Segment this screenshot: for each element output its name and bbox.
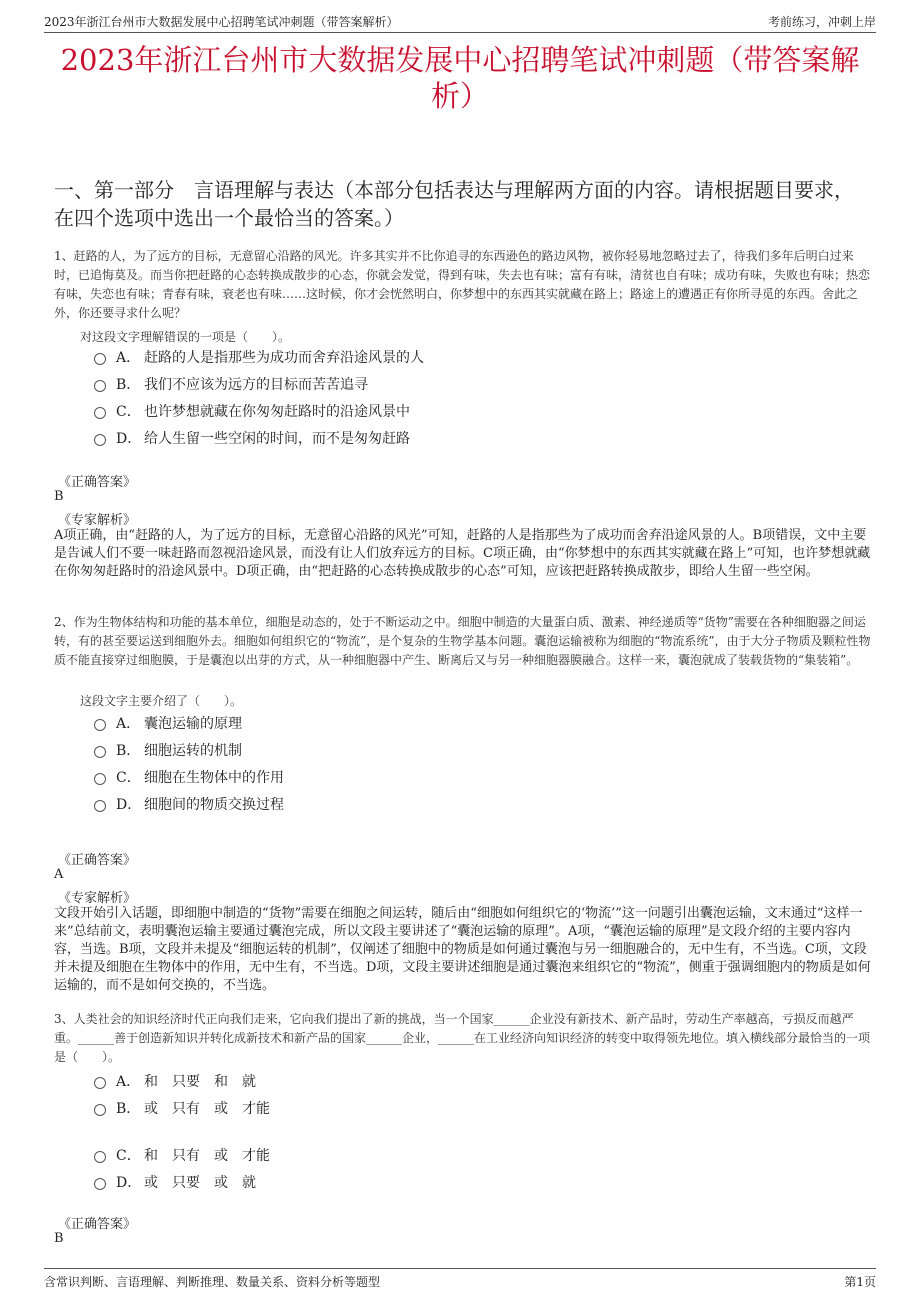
answer-value: A	[54, 867, 64, 882]
question-3-option-c[interactable]	[94, 1145, 270, 1165]
answer-value: B	[54, 489, 64, 504]
radio-icon[interactable]	[94, 380, 106, 392]
option-key: B．	[116, 1101, 141, 1117]
question-2-option-d[interactable]	[94, 794, 284, 814]
radio-icon[interactable]	[94, 434, 106, 446]
option-key: C．	[116, 1148, 141, 1164]
option-key: D．	[116, 1175, 142, 1191]
option-key: A．	[116, 1074, 141, 1090]
radio-icon[interactable]	[94, 353, 106, 365]
section-heading: 一、第一部分 言语理解与表达（本部分包括表达与理解两方面的内容。请根据题目要求，在四个选项中选出一个最恰当的答案。）	[54, 178, 854, 230]
question-2-option-c[interactable]	[94, 767, 284, 787]
question-3-text: 3、人类社会的知识经济时代正向我们走来，它向我们提出了新的挑战，当一个国家______企业没有新技术、新产品时，劳动生产率越高，亏损反而越严重。______善于创造新知识并转化成新技术和新产品的国家______企业，______在工业经济向知识经济的转变中取得领先地位。填入横线部分最恰当的一项是（ ）。	[54, 1012, 871, 1064]
page-title: 2023年浙江台州市大数据发展中心招聘笔试冲刺题（带答案解析）	[60, 43, 860, 113]
answer-value: B	[54, 1231, 64, 1246]
question-2-text: 2、作为生物体结构和功能的基本单位，细胞是动态的，处于不断运动之中。细胞中制造的大量蛋白质、激素、神经递质等“货物”需要在各种细胞器之间运转，有的甚至要运送到细胞外去。细胞如何组织它的“物流”，是个复杂的生物学基本问题。囊泡运输被称为细胞的“物流系统”，由于大分子物质及颗粒性物质不能直接穿过细胞膜，于是囊泡以出芽的方式，从一种细胞器中产生、断离后又与另一种细胞器膜融合。这样一来，囊泡就成了装载货物的“集装箱”。	[54, 615, 871, 667]
radio-icon[interactable]	[94, 1178, 106, 1190]
answer-label: 《正确答案》	[58, 853, 137, 868]
page-number: 第1页	[844, 1275, 876, 1289]
option-key: B．	[116, 743, 141, 759]
question-1-option-c[interactable]	[94, 401, 410, 421]
option-key: C．	[116, 404, 141, 420]
option-text: 给人生留一些空闲的时间，而不是匆匆赶路	[144, 431, 410, 447]
radio-icon[interactable]	[94, 800, 106, 812]
page-footer	[44, 1268, 876, 1291]
question-1-option-b[interactable]	[94, 374, 368, 394]
radio-icon[interactable]	[94, 773, 106, 785]
option-text: 或 只要 或 就	[144, 1175, 256, 1191]
option-key: D．	[116, 797, 142, 813]
question-2-prompt: 这段文字主要介绍了（ ）。	[80, 694, 243, 708]
option-text: 我们不应该为远方的目标而苦苦追寻	[144, 377, 368, 393]
option-text: 囊泡运输的原理	[144, 716, 242, 732]
option-text: 细胞间的物质交换过程	[144, 797, 284, 813]
option-text: 细胞运转的机制	[144, 743, 242, 759]
question-1-text: 1、赶路的人，为了远方的目标，无意留心沿路的风光。许多其实并不比你追寻的东西逊色的路边风物，被你轻易地忽略过去了，待我们多年后明白过来时，已追悔莫及。而当你把赶路的心态转换成散步的心态，你就会发觉，得到有味，失去也有味；富有有味，清贫也自有味；成功有味，失败也有味；热恋有味，失恋也有味；青春有味，衰老也有味……这时候，你才会恍然明白，你梦想中的东西其实就藏在路上；路途上的遭遇正有你所寻觅的东西。舍此之外，你还要寻求什么呢？	[54, 249, 871, 320]
radio-icon[interactable]	[94, 407, 106, 419]
header-doc-title: 2023年浙江台州市大数据发展中心招聘笔试冲刺题（带答案解析）	[44, 15, 399, 29]
analysis-text: A项正确，由“赶路的人，为了远方的目标，无意留心沿路的风光”可知，赶路的人是指那些为了成功而舍弃沿途风景的人。B项错误，文中主要是告诫人们不要一味赶路而忽视沿途风景，而没有让人们放弃远方的目标。C项正确，由“你梦想中的东西其实就藏在路上”可知，也许梦想就藏在你匆匆赶路时的沿途风景中。D项正确，由“把赶路的心态转换成散步的心态”可知，应该把赶路转换成散步，即给人生留一些空闲。	[54, 528, 871, 579]
option-key: A．	[116, 350, 141, 366]
footer-topics: 含常识判断、言语理解、判断推理、数量关系、资料分析等题型	[44, 1275, 381, 1289]
option-text: 细胞在生物体中的作用	[144, 770, 284, 786]
question-3-option-a[interactable]	[94, 1071, 256, 1091]
radio-icon[interactable]	[94, 719, 106, 731]
answer-label: 《正确答案》	[58, 475, 137, 490]
page-header	[44, 10, 876, 33]
question-3-option-b[interactable]	[94, 1098, 270, 1118]
radio-icon[interactable]	[94, 1151, 106, 1163]
radio-icon[interactable]	[94, 1077, 106, 1089]
option-text: 或 只有 或 才能	[144, 1101, 270, 1117]
radio-icon[interactable]	[94, 1104, 106, 1116]
question-2-option-b[interactable]	[94, 740, 242, 760]
question-1-option-d[interactable]	[94, 428, 410, 448]
answer-label: 《正确答案》	[58, 1217, 137, 1232]
option-text: 和 只要 和 就	[144, 1074, 256, 1090]
option-key: B．	[116, 377, 141, 393]
header-slogan: 考前练习，冲刺上岸	[767, 15, 876, 29]
analysis-text: 文段开始引入话题，即细胞中制造的“货物”需要在细胞之间运转，随后由“细胞如何组织它的‘物流’”这一问题引出囊泡运输，文末通过“这样一来”总结前文，表明囊泡运输主要通过囊泡完成，所以文段主要讲述了“囊泡运输的原理”。A项，“囊泡运输的原理”是文段介绍的主要内容内容，当选。B项，文段并未提及“细胞运转的机制”，仅阐述了细胞中的物质是如何通过囊泡与另一细胞融合的，无中生有，不当选。C项，文段并未提及细胞在生物体中的作用，无中生有，不当选。D项，文段主要讲述细胞是通过囊泡来组织它的“物流”，侧重于强调细胞内的物质是如何运输的，而不是如何交换的，不当选。	[54, 906, 871, 993]
option-text: 也许梦想就藏在你匆匆赶路时的沿途风景中	[144, 404, 410, 420]
option-key: D．	[116, 431, 142, 447]
question-1-prompt: 对这段文字理解错误的一项是（ ）。	[80, 330, 291, 344]
radio-icon[interactable]	[94, 746, 106, 758]
question-3-option-d[interactable]	[94, 1172, 256, 1192]
question-1-option-a[interactable]	[94, 347, 424, 367]
option-text: 赶路的人是指那些为成功而舍弃沿途风景的人	[144, 350, 424, 366]
analysis-label: 《专家解析》	[58, 891, 137, 906]
analysis-label: 《专家解析》	[58, 513, 137, 528]
option-key: A．	[116, 716, 141, 732]
question-2-option-a[interactable]	[94, 713, 242, 733]
option-key: C．	[116, 770, 141, 786]
option-text: 和 只有 或 才能	[144, 1148, 270, 1164]
